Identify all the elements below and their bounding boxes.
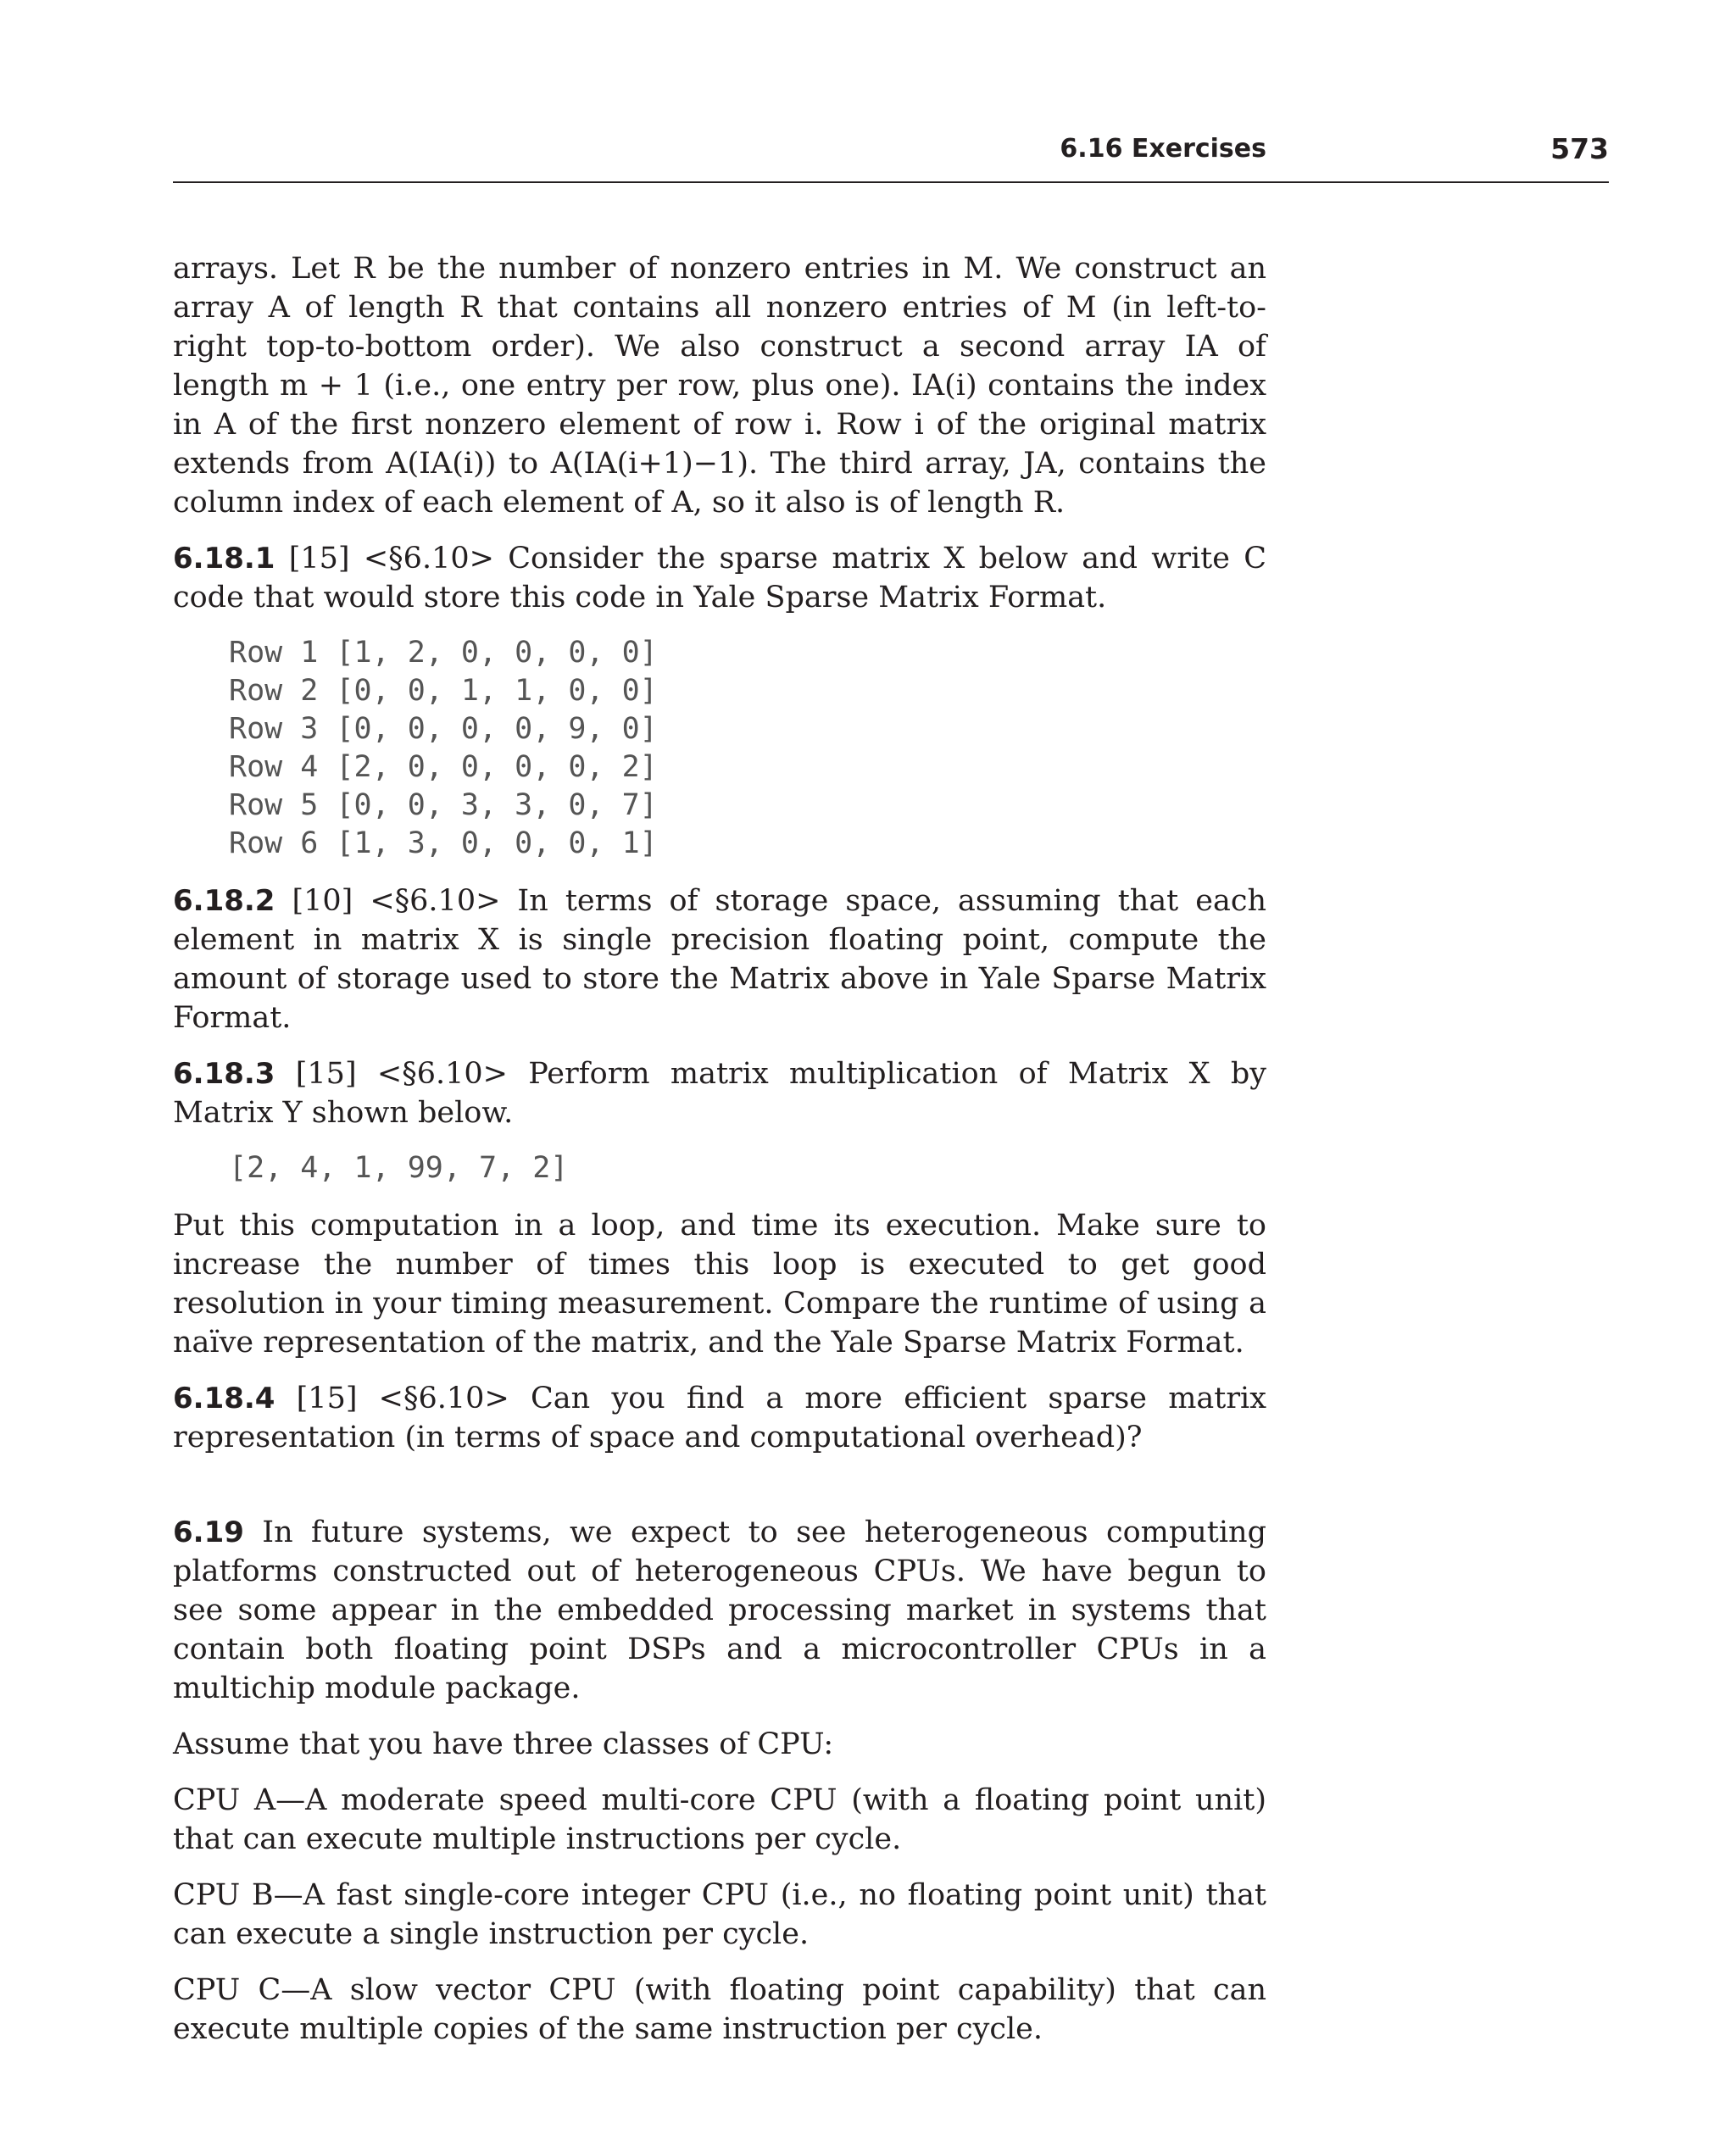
exercise-text: [15] <§6.10> Consider the sparse matrix X below and write C code that would store this code in Yale Sparse Matrix Format. xyxy=(173,542,1266,614)
exercise-number: 6.18.1 xyxy=(173,542,275,576)
exercise-text: [15] <§6.10> Can you find a more efficient sparse matrix representation (in terms of space and computational overhead)? xyxy=(173,1382,1266,1454)
matrix-row: Row 1 [1, 2, 0, 0, 0, 0] xyxy=(229,636,658,670)
matrix-row: Row 4 [2, 0, 0, 0, 0, 2] xyxy=(229,750,658,784)
exercise-number: 6.18.4 xyxy=(173,1382,275,1415)
exercise-text: In future systems, we expect to see heterogeneous computing platforms constructed out of heterogeneous CPUs. We have begun to see some appear in the embedded processing market in systems that contain both floating point DSPs and a microcontroller CPUs in a multichip module package. xyxy=(173,1515,1266,1705)
intro-paragraph: arrays. Let R be the number of nonzero entries in M. We construct an array A of length R that contains all nonzero entries of M (in left-to-right top-to-bottom order). We also construct a second array IA of length m + 1 (i.e., one entry per row, plus one). IA(i) contains the index in A of the first nonzero element of row i. Row i of the original matrix extends from A(IA(i)) to A(IA(i+1)−1). The third array, JA, contains the column index of each element of A, so it also is of length R. xyxy=(173,252,1266,520)
exercise-6-18-4 xyxy=(173,1379,1266,1457)
matrix-row: Row 5 [0, 0, 3, 3, 0, 7] xyxy=(229,788,658,822)
running-header xyxy=(173,127,1609,183)
exercise-text: [10] <§6.10> In terms of storage space, assuming that each element in matrix X is single precision floating point, compute the amount of storage used to store the Matrix above in Yale Sparse Matrix Format. xyxy=(173,884,1266,1035)
matrix-row: Row 2 [0, 0, 1, 1, 0, 0] xyxy=(229,674,658,708)
section-spacer xyxy=(173,1474,1266,1513)
cpu-classes-intro: Assume that you have three classes of CPU: xyxy=(173,1727,834,1761)
cpu-c-description: CPU C—A slow vector CPU (with floating point capability) that can execute multiple copies of the same instruction per cycle. xyxy=(173,1973,1266,2046)
exercise-6-19 xyxy=(173,1513,1266,1708)
exercise-6-18-3-followup: Put this computation in a loop, and time its execution. Make sure to increase the number of times this loop is executed to get good resolution in your timing measurement. Compare the runtime of using a naïve representation of the matrix, and the Yale Sparse Matrix Format. xyxy=(173,1209,1266,1360)
matrix-row: Row 6 [1, 3, 0, 0, 0, 1] xyxy=(229,826,658,860)
page-number: 573 xyxy=(1550,132,1609,165)
sparse-matrix-x xyxy=(229,634,1266,863)
page-body xyxy=(173,249,1266,2066)
exercise-6-18-1 xyxy=(173,539,1266,617)
cpu-b-description: CPU B—A fast single-core integer CPU (i.e., no floating point unit) that can execute a single instruction per cycle. xyxy=(173,1878,1266,1951)
section-title: 6.16 Exercises xyxy=(1060,134,1266,164)
matrix-y-vector: [2, 4, 1, 99, 7, 2] xyxy=(229,1151,569,1185)
exercise-number: 6.18.2 xyxy=(173,884,275,918)
exercise-6-18-2 xyxy=(173,881,1266,1037)
exercise-number: 6.19 xyxy=(173,1515,244,1549)
exercise-number: 6.18.3 xyxy=(173,1057,275,1091)
matrix-row: Row 3 [0, 0, 0, 0, 9, 0] xyxy=(229,712,658,746)
cpu-a-description: CPU A—A moderate speed multi-core CPU (with a floating point unit) that can execute multiple instructions per cycle. xyxy=(173,1783,1266,1856)
exercise-text: [15] <§6.10> Perform matrix multiplication of Matrix X by Matrix Y shown below. xyxy=(173,1057,1266,1130)
exercise-6-18-3 xyxy=(173,1054,1266,1132)
